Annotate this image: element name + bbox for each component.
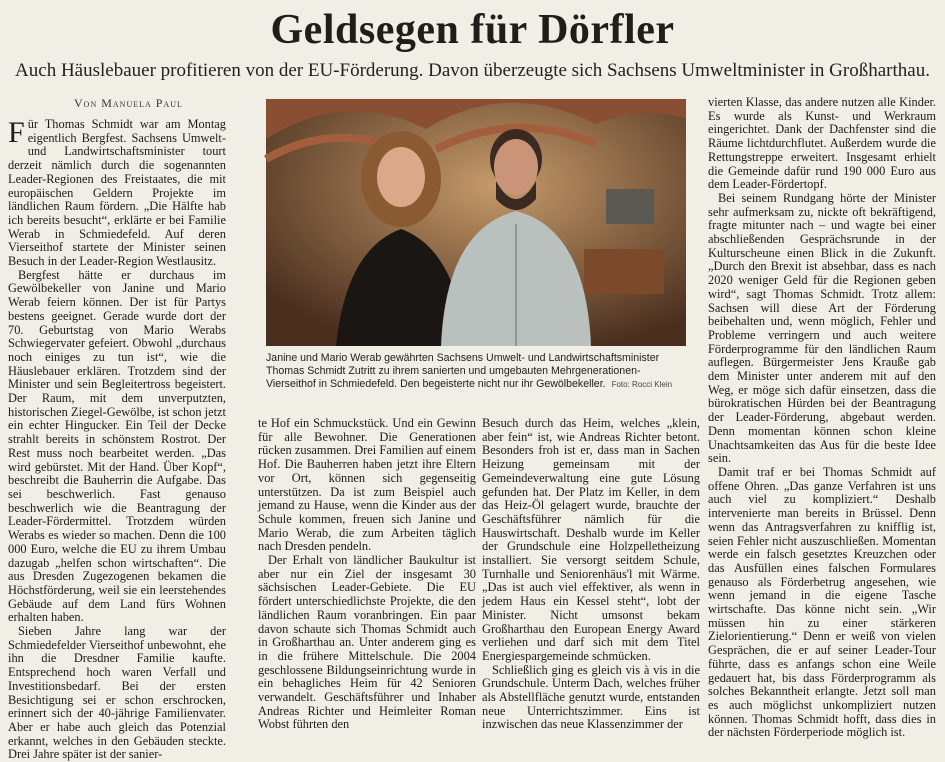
- article-column-1: [8, 116, 226, 762]
- caption-text: Janine und Mario Werab gewährten Sachsens Umwelt- und Landwirtschaftsminister Thomas Schmidt Zutritt zu ihrem sanierten und umgebauten Mehrgenerationen-Vierseithof in Schmiedefeld. Den begeisterte nicht nur ihr Gewölbekeller.: [266, 352, 660, 390]
- article-photo: [266, 99, 686, 346]
- byline: Von Manuela Paul: [74, 96, 183, 110]
- subheadline: Auch Häuslebauer profitieren von der EU-Förderung. Davon überzeugte sich Sachsens Umweltminister in Großharthau.: [15, 60, 930, 81]
- paragraph-text: ür Thomas Schmidt war am Montag eigentlich Bergfest. Sachsens Umwelt- und Landwirtschaftsminister tourt derzeit nämlich durch die sogenannten Leader-Regionen des Freistaates, die mit europäischen Geldern Projekte im ländlichen Raum fördern. „Die Hälfte hab ich bereits besucht“, erklärte er bei Familie Werab in Schmiedefeld. Auf deren Vierseithof startete der Minister seinen Besuch in der Leader-Region Westlausitz.: [8, 117, 226, 269]
- paragraph: Bei seinem Rundgang hörte der Minister sehr aufmerksam zu, nickte oft bekräftigend, fragte mitunter nach – und wagte bei einer abschließenden Gesprächsrunde in der Kulturscheune einen Blick in die Zukunft. „Durch den Brexit ist absehbar, dass es nach 2020 weniger Geld für die Regionen geben wird“, sagt Thomas Schmidt. Trotz allem: Sachsen will diese Art der Förderung beibehalten und, wenn möglich, Fehler und Probleme verringern und auch weitere Förderprogramme für den ländlichen Raum auflegen. Bürgermeister Jens Krauße gab dem Minister unter anderem mit auf den Weg, er möge sich dafür einsetzen, dass die bürokratischen Hürden bei der Beantragung der Leader-Förderung, abgebaut werden. Denn momentan können schon kleine Unachtsamkeiten das Aus für die beste Idee sein.: [708, 190, 936, 466]
- drop-cap: F: [8, 116, 25, 149]
- paragraph: [8, 118, 226, 269]
- photo-caption: [266, 352, 686, 391]
- paragraph: vierten Klasse, das andere nutzen alle Kinder. Es wurde als Kunst- und Werkraum eingerichtet. Dank der Dachfenster sind die Räume lichtdurchflutet. Außerdem wurde die Rettungstreppe erweitert. Insgesamt erhielt die Gemeinde dafür rund 190 000 Euro aus dem Leader-Fördertopf.: [708, 95, 936, 192]
- paragraph: Besuch durch das Heim, welches „klein, aber fein“ ist, wie Andreas Richter betont. Besonders froh ist er, dass man in Sachen Heizung gemeinsam mit der Gemeindeverwaltung eine gute Lösung gefunden hat. Der Platz im Keller, in dem das Heiz-Öl gelagert wurde, brauchte der Geschäftsführer nämlich für die Hauswirtschaft. Deshalb wurde im Keller der Grundschule eine Holzpelletheizung installiert. Sie versorgt seitdem Schule, Turnhalle und Seniorenhäus'l mit Wärme. „Das ist auch viel effektiver, als wenn in jedem Haus ein Kessel steht“, lobt der Minister. Nicht umsonst bekam Großharthau den European Energy Award verliehen und darf sich mit dem Titel Energiespargemeinde schmücken.: [482, 416, 700, 663]
- paragraph: Bergfest hätte er durchaus im Gewölbekeller von Janine und Mario Werab feiern können. Der ist für Partys bestens geeignet. Gerade wurde dort der 70. Geburtstag von Mario Werabs Schwiegervater gefeiert. Obwohl „durchaus noch einiges zu tun ist“, wie die Häuslebauer erklären. Trotzdem sind der Minister und sein Begleitertross begeistert. Der Raum, mit dem unverputzten, historischen Ziegel-Gewölbe, ist schon jetzt ein echter Hingucker. Ein Teil der Decke strahlt bereits in schönstem Rostrot. Der Rest muss noch bearbeitet werden. „Das wird gebürstet. Mit der Hand. Über Kopf“, beschreibt die Bauherrin die Aufgabe. Das sei beschwerlich. Fast genauso beschwerlich wie die Beantragung der Leader-Fördermittel. Trotzdem würden Werabs es wieder so machen. Denn die 100 000 Euro, welche die EU zu ihrem Umbau dazugab „helfen schon wirtschaften“. Die aus Dresden Zugezogenen bekamen die Höchstförderung, weil sie ein leerstehendes Gebäude auf dem Land fürs Wohnen erhalten haben.: [8, 267, 226, 625]
- paragraph: Der Erhalt von ländlicher Baukultur ist aber nur ein Ziel der insgesamt 30 sächsischen Leader-Gebiete. Die EU fördert unterschiedlichste Projekte, die den ländlichen Raum voranbringen. Ein paar davon schaute sich Thomas Schmidt auch in Großharthau an. Unter anderem ging es in die frühere Mittelschule. Die 2004 geschlossene Bildungseinrichtung wurde in ein behagliches Heim für 42 Senioren verwandelt. Geschäftsführer und Inhaber Andreas Richter und Heimleiter Roman Wobst führten den: [258, 553, 476, 732]
- article-column-2: [258, 416, 476, 732]
- photo-credit: Foto: Rocci Klein: [611, 380, 673, 389]
- headline: Geldsegen für Dörfler: [270, 7, 675, 53]
- paragraph: te Hof ein Schmuckstück. Und ein Gewinn für alle Bewohner. Die Generationen rücken zusammen. Drei Familien auf einem Hof. Die Bauherren haben jetzt ihre Eltern vor Ort, können sich gegenseitig unterstützen. Da ist zum Beispiel auch jemand zu Hause, wenn die Kinder aus der Schule kommen, freuen sich Janine und Mario Werab, die zum Arbeiten täglich nach Dresden pendeln.: [258, 416, 476, 554]
- article-column-3: [482, 416, 700, 732]
- article-column-4: [708, 95, 936, 740]
- photo-image: [266, 99, 686, 346]
- paragraph: Schließlich ging es gleich vis à vis in die Grundschule. Unterm Dach, welches früher als Abstellfläche genutzt wurde, entstanden neue Unterrichtszimmer. Eins ist inzwischen das neue Klassenzimmer der: [482, 662, 700, 732]
- paragraph: Sieben Jahre lang war der Schmiedefelder Vierseithof unbewohnt, ehe ihn die Dresdner Familie kaufte. Entsprechend hoch waren Verfall und Investitionsbedarf. Bei der ersten Besichtigung sei er schon erschrocken, erinnert sich der 40-jährige Familienvater. Aber er habe auch gleich das Potenzial erkannt, welches in den Gebäuden steckte. Drei Jahre später ist der sanier-: [8, 624, 226, 762]
- paragraph: Damit traf er bei Thomas Schmidt auf offene Ohren. „Das ganze Verfahren ist uns auch viel zu kompliziert.“ Deshalb intervenierte man bereits in Brüssel. Denn wenn das Antragsverfahren zu knifflig ist, seien Fehler nicht auszuschließen. Momentan werde ein falsch gesetztes Kreuzchen oder das Ausfüllen eines falschen Formulares genauso als Förderbetrug angesehen, wie wenn jemand in die eigene Tasche wirtschafte. Das könne nicht sein. „Wir müssen hin zu einer stärkeren Zielorientierung.“ Denn er weiß von vielen Gesprächen, die er auf seiner Leader-Tour führte, dass es anfangs schon eine Weile gedauert hat, bis dass Förderprogramm als solches Bekanntheit erlangte. Jetzt soll man es auch möglichst unkompliziert nutzen können. Thomas Schmidt hofft, dass dies in der nächsten Förderperiode möglich ist.: [708, 464, 936, 740]
